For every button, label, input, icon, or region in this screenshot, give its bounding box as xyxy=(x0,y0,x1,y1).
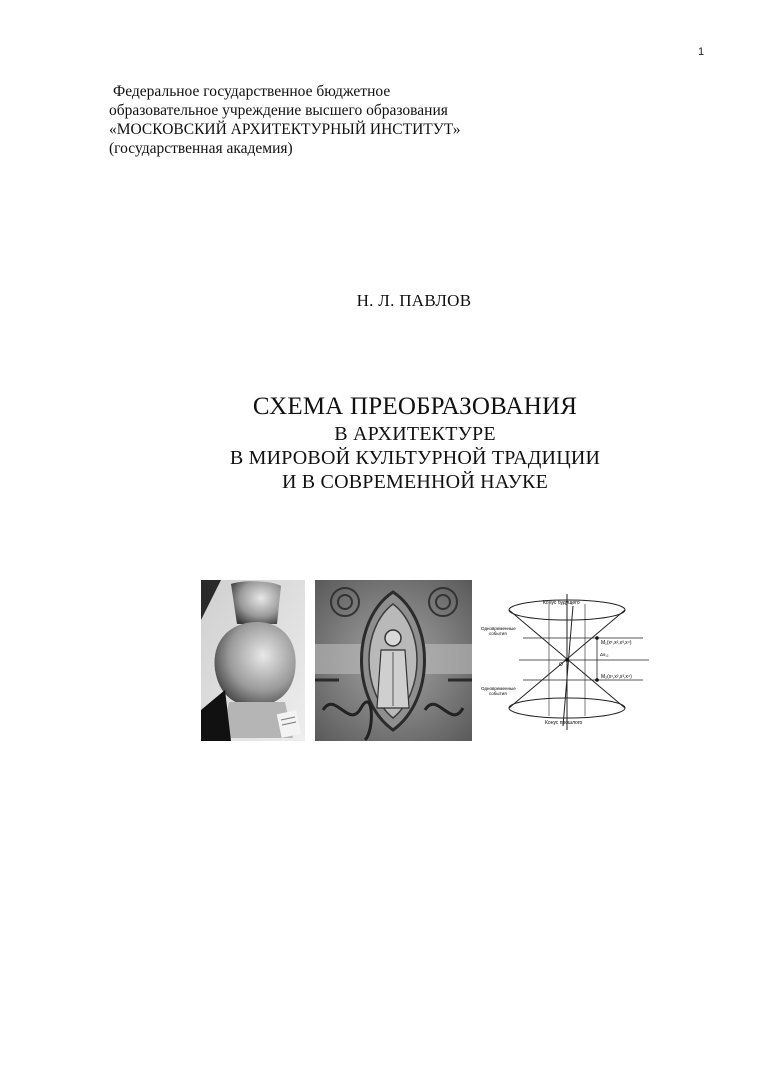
past-cone-label: Конус прошлого xyxy=(545,720,583,726)
page-number: 1 xyxy=(698,46,705,58)
title-line: В МИРОВОЙ КУЛЬТУРНОЙ ТРАДИЦИИ xyxy=(229,447,601,469)
point-m2-label: M₂(x¹,x²,x³,x⁴) xyxy=(601,674,632,680)
point-m1-label: M₁(x¹,x²,x³,x⁴) xyxy=(601,640,632,646)
institution-line: (государственная академия) xyxy=(109,140,293,157)
origin-label: O xyxy=(559,662,563,668)
institution-line: Федеральное государственное бюджетное xyxy=(113,83,391,100)
institution-line: образовательное учреждение высшего образования xyxy=(109,102,448,119)
title-line: В АРХИТЕКТУРЕ xyxy=(334,423,496,445)
delta-label: Δs₁₂ xyxy=(600,652,609,657)
institution-header xyxy=(109,82,461,158)
institution-line: «МОСКОВСКИЙ АРХИТЕКТУРНЫЙ ИНСТИТУТ» xyxy=(109,121,461,138)
title-main: СХЕМА ПРЕОБРАЗОВАНИЯ xyxy=(252,393,578,420)
simultaneous-label: Одновременные xyxy=(481,686,516,691)
vessel-photo xyxy=(201,580,305,741)
simultaneous-label: события xyxy=(489,691,507,696)
title-line: И В СОВРЕМЕННОЙ НАУКЕ xyxy=(281,471,549,493)
future-cone-label: Конус будущего xyxy=(543,600,580,606)
author xyxy=(0,291,760,311)
simultaneous-label: события xyxy=(489,631,507,636)
light-cone-diagram xyxy=(479,580,665,741)
relief-photo xyxy=(315,580,472,741)
simultaneous-label: Одновременные xyxy=(481,626,516,631)
author-name: Н. Л. ПАВЛОВ xyxy=(356,291,472,310)
title-block xyxy=(0,392,760,494)
